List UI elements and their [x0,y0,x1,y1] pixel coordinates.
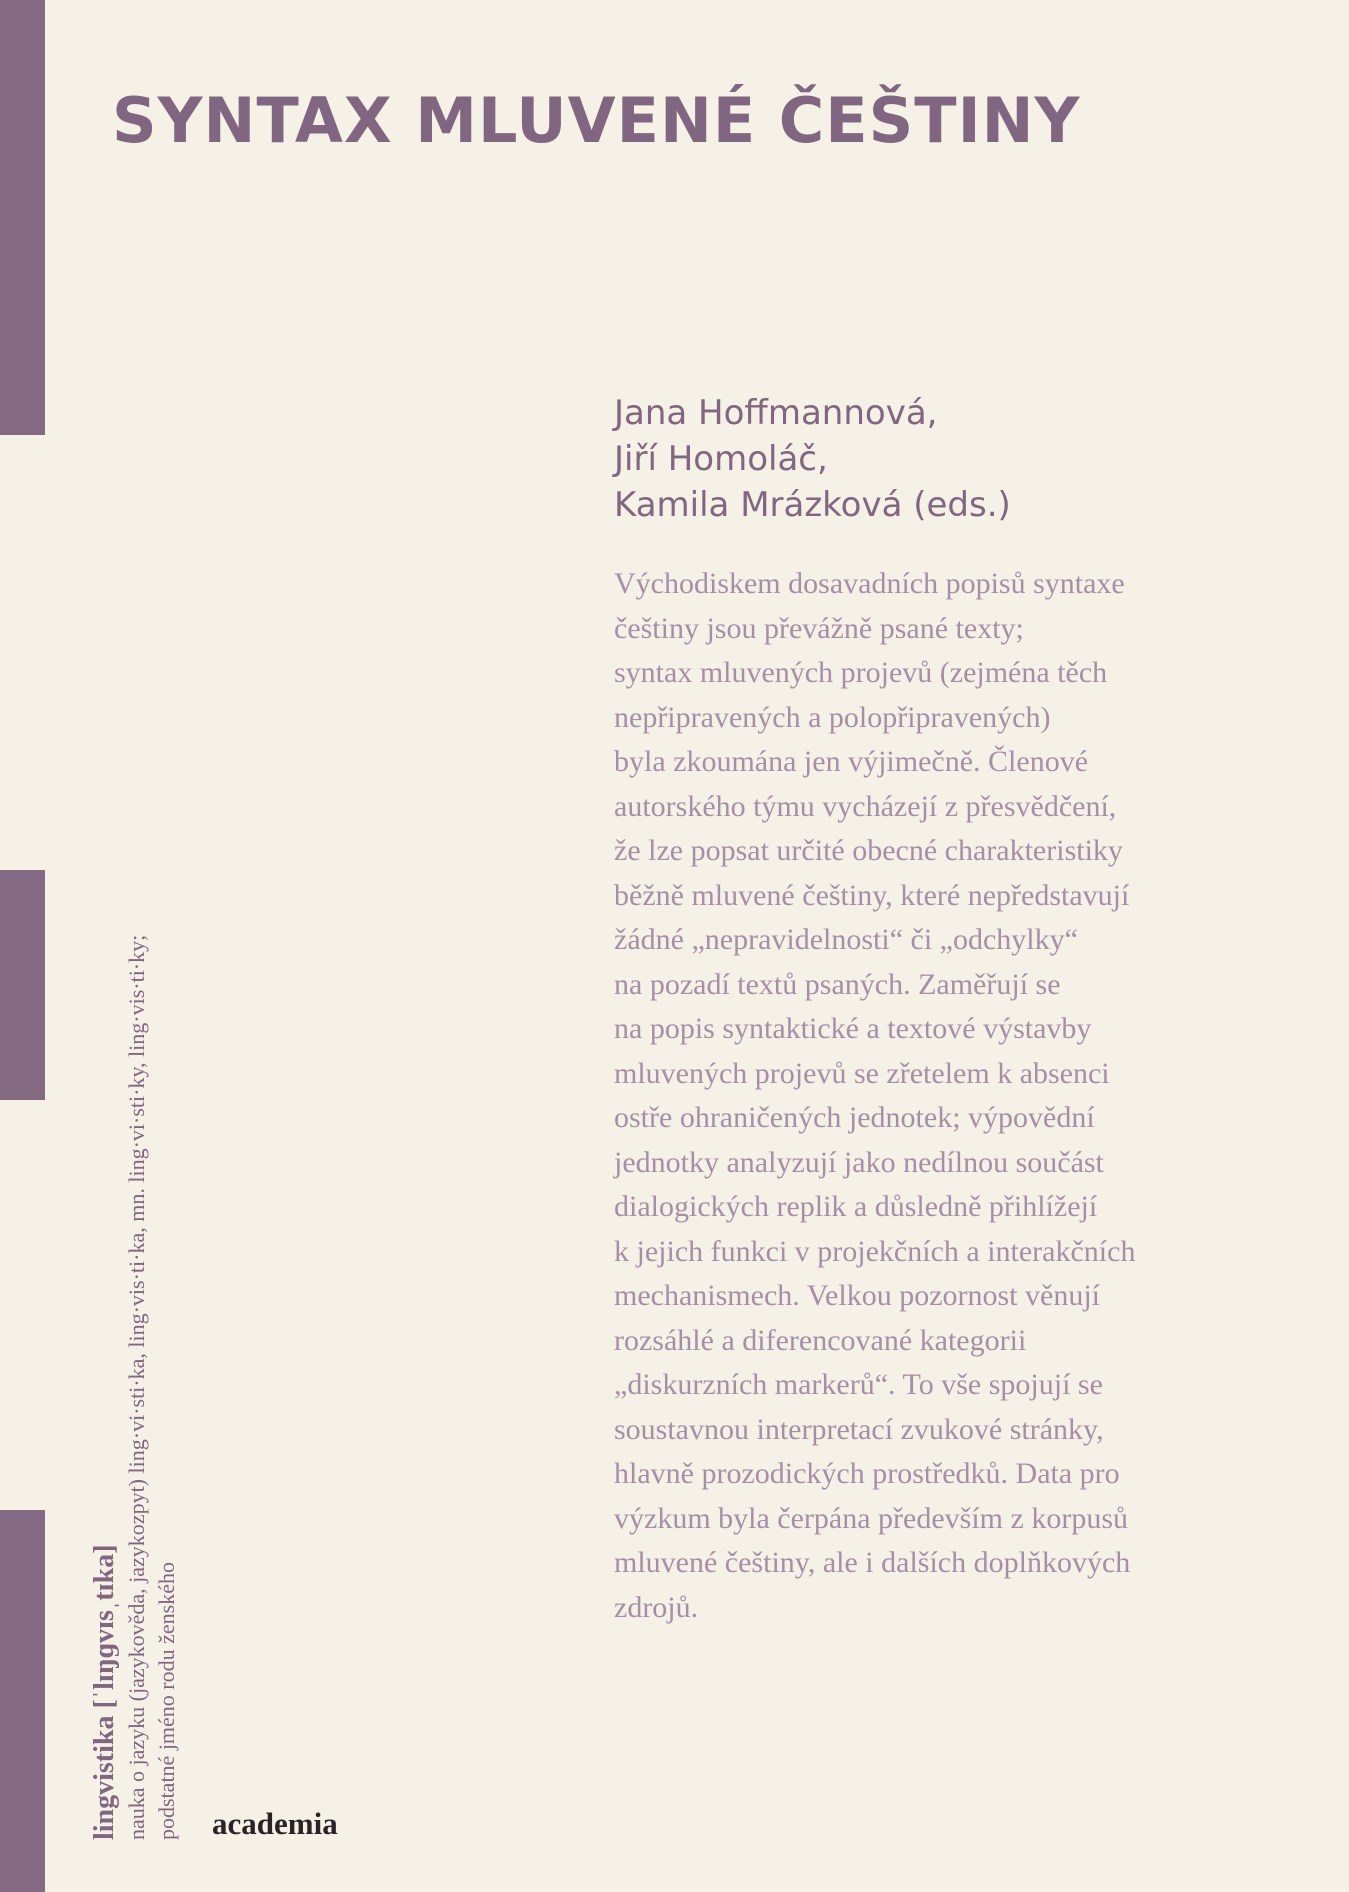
blurb-line: syntax mluvených projevů (zejména těch [614,656,1108,689]
blurb-line: Východiskem dosavadních popisů syntaxe [614,567,1125,600]
book-blurb [614,562,1314,1630]
definition-grammar: podstatné jméno rodu ženského [154,1562,179,1840]
blurb-line: byla zkoumána jen výjimečně. Členové [614,745,1089,778]
book-title: SYNTAX MLUVENÉ ČEŠTINY [112,84,1081,157]
blurb-line: běžně mluvené češtiny, které nepředstavují [614,878,1130,912]
blurb-line: k jejich funkci v projekčních a interakčních [614,1234,1136,1268]
blurb-line: češtiny jsou převážně psané texty; [614,611,1024,645]
spine-strip-middle [0,870,45,1100]
publisher-logo: academia [212,1806,338,1841]
blurb-line: výzkum byla čerpána především z korpusů [614,1501,1128,1535]
author-name: Jana Hoffmannová, [614,393,938,433]
blurb-line: že lze popsat určité obecné charakteristiky [614,834,1123,867]
blurb-line: soustavnou interpretací zvukové stránky, [614,1412,1104,1446]
blurb-line: mechanismech. Velkou pozornost věnují [614,1279,1101,1312]
blurb-line: mluvených projevů se zřetelem k absenci [614,1056,1110,1090]
blurb-line: ostře ohraničených jednotek; výpovědní [614,1101,1095,1134]
blurb-line: rozsáhlé a diferencované kategorii [614,1323,1027,1357]
blurb-line: žádné „nepravidelnosti“ či „odchylky“ [614,923,1078,956]
spine-strip-bottom [0,1510,45,1892]
blurb-line: mluvené češtiny, ale i dalších doplňkových [614,1546,1131,1579]
author-name: Jiří Homoláč, [614,439,828,479]
blurb-line: dialogických replik a důsledně přihlížejí [614,1190,1098,1223]
definition-headword: lingvistika [ˈlɪŋɡvɪsˌtɪka] [89,1544,120,1840]
blurb-line: na popis syntaktické a textové výstavby [614,1012,1092,1045]
blurb-line: hlavně prozodických prostředků. Data pro [614,1457,1120,1490]
blurb-line: jednotky analyzují jako nedílnou součást [614,1145,1104,1179]
blurb-line: autorského týmu vycházejí z přesvědčení, [614,789,1117,823]
blurb-line: na pozadí textů psaných. Zaměřují se [614,967,1061,1001]
blurb-line: „diskurzních markerů“. To vše spojují se [614,1368,1103,1401]
definition-text: nauka o jazyku (jazykověda, jazykozpyt) ling·vi·sti·ka, ling·vis·ti·ka, mn. ling·vi·sti·ky, ling·vis·ti·ky; [124,934,149,1840]
author-name: Kamila Mrázková (eds.) [614,485,1011,525]
spine-strip-top [0,0,45,435]
blurb-line: nepřipravených a polopřipravených) [614,700,1051,734]
author-list [614,390,1011,528]
dictionary-definition [88,935,182,1840]
blurb-line: zdrojů. [614,1590,699,1624]
